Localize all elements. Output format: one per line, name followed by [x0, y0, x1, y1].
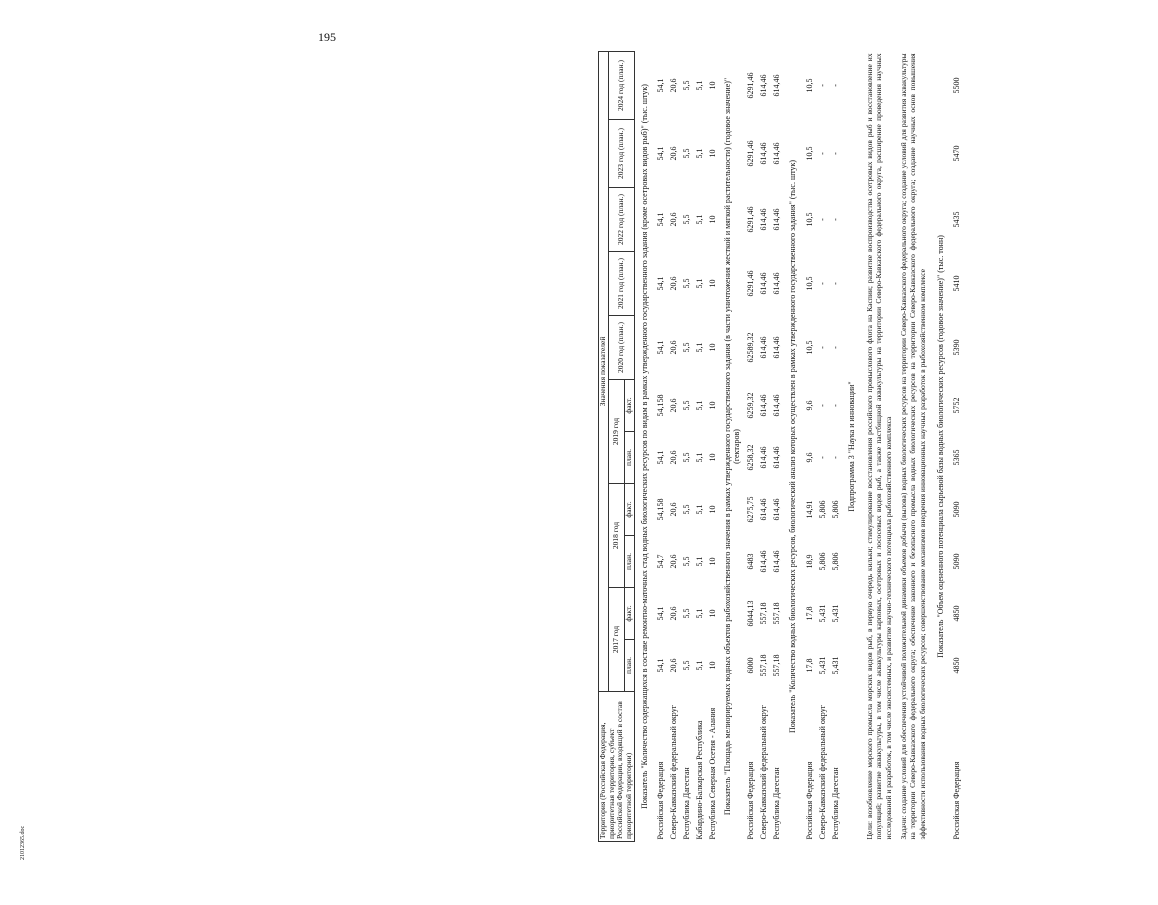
row-value-cell: 6291,46 [745, 140, 755, 167]
header-year-2024: 2024 год (план.) [608, 51, 634, 119]
indicator-3-section [783, 51, 803, 841]
row-territory-name: Республика Дагестан [830, 767, 840, 840]
table-row [803, 51, 816, 841]
row-value-cell: 54,158 [656, 394, 666, 417]
table-row [655, 51, 668, 841]
row-value-cell: 20,6 [669, 450, 679, 465]
table-row [681, 51, 694, 841]
row-value-cell: 10,5 [804, 340, 814, 355]
row-value-cell: 614,46 [771, 394, 781, 417]
row-value-cell: 5,5 [682, 504, 692, 515]
row-value-cell: 5090 [952, 553, 962, 570]
table-row [744, 51, 757, 841]
row-value-cell: 10 [708, 401, 718, 410]
row-value-cell: 54,1 [656, 606, 666, 621]
row-value-cell: 5,1 [695, 400, 705, 411]
indicator-3-title: Показатель "Количество водных биологических ресурсов, биологический анализ которых осуществлен в рамках утвержденного государственного задания" (тыс. штук) [788, 159, 798, 733]
row-territory-name: Российская Федерация [952, 761, 962, 840]
header-year-2021: 2021 год (план.) [608, 252, 634, 316]
indicator-4-rows [950, 51, 963, 841]
row-value-cell: - [817, 84, 827, 87]
row-value-cell: 614,46 [771, 550, 781, 573]
row-value-cell: 5,5 [682, 452, 692, 463]
row-value-cell: 10 [708, 81, 718, 90]
row-value-cell: - [830, 152, 840, 155]
row-value-cell: 10 [708, 609, 718, 618]
row-value-cell: 54,1 [656, 450, 666, 465]
row-value-cell: 17,8 [804, 658, 814, 673]
row-value-cell: 614,46 [758, 208, 768, 231]
row-value-cell: 14,91 [804, 500, 814, 519]
row-value-cell: 614,46 [758, 550, 768, 573]
row-value-cell: 5500 [952, 77, 962, 94]
row-value-cell: 614,46 [758, 446, 768, 469]
row-value-cell: 10 [708, 557, 718, 566]
row-value-cell: 5752 [952, 397, 962, 414]
row-value-cell: - [817, 346, 827, 349]
row-value-cell: - [830, 282, 840, 285]
row-value-cell: - [830, 404, 840, 407]
row-value-cell: 5,431 [817, 656, 827, 675]
row-value-cell: 5,431 [830, 604, 840, 623]
row-value-cell: 614,46 [771, 208, 781, 231]
row-value-cell: 5,5 [682, 80, 692, 91]
row-value-cell: 6291,46 [745, 270, 755, 297]
row-value-cell: 614,46 [771, 498, 781, 521]
row-value-cell: 5,5 [682, 556, 692, 567]
row-value-cell: 10 [708, 661, 718, 670]
row-value-cell: 614,46 [758, 272, 768, 295]
row-value-cell: 614,46 [771, 74, 781, 97]
table-row [950, 51, 963, 841]
row-value-cell: 20,6 [669, 212, 679, 227]
header-fact: факт. [624, 380, 634, 432]
header-year-2020: 2020 год (план.) [608, 316, 634, 380]
subprogram-title: Подпрограмма 3 "Наука и инновации" [847, 381, 857, 512]
row-value-cell: 5,806 [830, 552, 840, 571]
row-value-cell: 6258,32 [745, 444, 755, 471]
row-territory-name: Кабардино-Балкарская Республика [695, 720, 705, 840]
row-value-cell: 5410 [952, 275, 962, 292]
row-value-cell: 614,46 [758, 336, 768, 359]
header-fact: факт. [624, 484, 634, 536]
row-territory-name: Российская Федерация [656, 761, 666, 840]
row-value-cell: 54,158 [656, 498, 666, 521]
row-value-cell: 614,46 [771, 336, 781, 359]
row-value-cell: 20,6 [669, 276, 679, 291]
table-row [694, 51, 707, 841]
row-value-cell: 5390 [952, 339, 962, 356]
row-value-cell: - [817, 404, 827, 407]
row-value-cell: 10,5 [804, 146, 814, 161]
row-value-cell: 54,1 [656, 658, 666, 673]
row-value-cell: 5,5 [682, 342, 692, 353]
row-value-cell: 6044,13 [745, 600, 755, 627]
indicator-3-rows [803, 51, 842, 841]
table-row [816, 51, 829, 841]
row-value-cell: 17,8 [804, 606, 814, 621]
row-value-cell: 10,5 [804, 276, 814, 291]
row-value-cell: 6275,75 [745, 496, 755, 523]
page-number: 195 [318, 30, 336, 44]
row-value-cell: 62589,32 [745, 332, 755, 363]
row-value-cell: 614,46 [758, 498, 768, 521]
header-year-2018: 2018 год [608, 484, 624, 588]
row-value-cell: 10,5 [804, 212, 814, 227]
row-value-cell: 5,1 [695, 452, 705, 463]
row-value-cell: - [817, 218, 827, 221]
row-value-cell: 6291,46 [745, 72, 755, 99]
row-value-cell: - [817, 152, 827, 155]
row-value-cell: 5,5 [682, 400, 692, 411]
row-territory-name: Республика Дагестан [682, 767, 692, 840]
tasks-text: Задачи: создание условий для обеспечения устойчивой положительной динамики объемов добычи (вылова) водных биологических ресурсов на территории Северо-Кавказского федерального округа; создание условий для развития аквакультуры на территории Северо-Кавказского федерального округа; обеспечение законного и безопасного промысла водных биологических ресурсов на территории Северо-Кавказского федерального округа; создание научных основ повышения эффективности использования водных биологических ресурсов; совершенствование механизмов внедрения инновационных научных разработок в рыбохозяйственном комплексе [899, 53, 927, 840]
row-territory-name: Северо-Кавказский федеральный округ [758, 705, 768, 840]
row-value-cell: 614,46 [758, 142, 768, 165]
header-year-2023: 2023 год (план.) [608, 120, 634, 188]
row-value-cell: 20,6 [669, 554, 679, 569]
indicator-4-title: Показатель "Объем оцененного потенциала сырьевой базы водных биологических ресурсов (годовое значение)" (тыс. тонн) [935, 235, 945, 658]
row-value-cell: 4850 [952, 657, 962, 674]
header-plan: план. [624, 536, 634, 588]
row-value-cell: 5,5 [682, 214, 692, 225]
row-value-cell: 5,1 [695, 342, 705, 353]
row-value-cell: - [830, 84, 840, 87]
row-value-cell: 5,1 [695, 278, 705, 289]
row-value-cell: 5,1 [695, 148, 705, 159]
row-value-cell: 20,6 [669, 340, 679, 355]
row-value-cell: 54,7 [656, 554, 666, 569]
table-row [757, 51, 770, 841]
row-value-cell: 9,6 [804, 452, 814, 463]
header-territory: Территория (Российская Федерация, приоритетная территория, субъект Российской Федерации, входящий в состав приоритетной территории) [599, 692, 635, 842]
header-year-2017: 2017 год [608, 588, 624, 692]
header-year-2019: 2019 год [608, 380, 624, 484]
row-value-cell: 54,1 [656, 276, 666, 291]
table-row [668, 51, 681, 841]
row-value-cell: 10 [708, 215, 718, 224]
row-territory-name: Республика Северная Осетия - Алания [708, 707, 718, 840]
row-value-cell: 5,5 [682, 660, 692, 671]
indicator-2-title: Показатель "Площадь мелиорируемых водных объектов рыбохозяйственного значения в рамках утвержденного государственного задания (в части уничтожения жесткой и мягкой растительности) (годовое значение)" (гектаров) [722, 77, 741, 816]
row-value-cell: 614,46 [758, 394, 768, 417]
row-value-cell: 10 [708, 343, 718, 352]
row-territory-name: Северо-Кавказский федеральный округ [817, 705, 827, 840]
row-value-cell: 5,1 [695, 660, 705, 671]
row-value-cell: 54,1 [656, 146, 666, 161]
subprogram-section [842, 51, 930, 841]
row-value-cell: 5,431 [830, 656, 840, 675]
row-value-cell: 10 [708, 279, 718, 288]
row-territory-name: Республика Дагестан [771, 767, 781, 840]
row-value-cell: 557,18 [758, 602, 768, 625]
row-value-cell: 5,1 [695, 80, 705, 91]
row-value-cell: 18,9 [804, 554, 814, 569]
indicator-2-rows [744, 51, 783, 841]
rotated-table-sheet [598, 52, 1158, 842]
row-value-cell: 10 [708, 505, 718, 514]
row-value-cell: 614,46 [771, 272, 781, 295]
row-value-cell: 557,18 [771, 602, 781, 625]
row-value-cell: 5365 [952, 449, 962, 466]
row-value-cell: 6291,46 [745, 206, 755, 233]
row-value-cell: 5470 [952, 145, 962, 162]
row-value-cell: 5,806 [830, 500, 840, 519]
row-value-cell: 6000 [745, 657, 755, 674]
row-value-cell: 54,1 [656, 340, 666, 355]
row-value-cell: - [817, 456, 827, 459]
row-value-cell: 5090 [952, 501, 962, 518]
header-values-title: Значения показателей [599, 51, 609, 691]
row-value-cell: - [830, 218, 840, 221]
table-row [707, 51, 720, 841]
row-value-cell: 5435 [952, 211, 962, 228]
goals-text: Цели: возобновление морского промысла морских видов рыб, в первую очередь кильки; стимулирование восстановления российского промыслового флота на Каспии; развитие воспроизводства осетровых видов рыб и восстановление их популяций; развитие аквакультуры, в том числе аквакультуры карповых, осетровых и лососевых видов рыб, а также пастбищной аквакультуры на территории Северо-Кавказского федерального округа, расширение проведения научных исследований и разработок, в том числе экосистемных, и развитие научно-технического потенциала рыбохозяйственного комплекса [864, 53, 893, 840]
row-value-cell: 20,6 [669, 606, 679, 621]
row-value-cell: 10,5 [804, 78, 814, 93]
row-value-cell: 5,5 [682, 278, 692, 289]
row-value-cell: 20,6 [669, 658, 679, 673]
row-value-cell: 557,18 [771, 654, 781, 677]
row-value-cell: 20,6 [669, 398, 679, 413]
row-value-cell: 557,18 [758, 654, 768, 677]
row-value-cell: 5,1 [695, 556, 705, 567]
indicator-4-section [930, 51, 950, 841]
row-value-cell: 20,6 [669, 146, 679, 161]
row-territory-name: Северо-Кавказский федеральный округ [669, 705, 679, 840]
row-value-cell: 5,5 [682, 148, 692, 159]
row-value-cell: 614,46 [758, 74, 768, 97]
doc-id: 21012365.doc [20, 825, 26, 860]
row-value-cell: 5,1 [695, 608, 705, 619]
indicators-table [598, 51, 963, 842]
row-value-cell: 5,806 [817, 552, 827, 571]
row-value-cell: - [817, 282, 827, 285]
row-value-cell: 20,6 [669, 502, 679, 517]
row-value-cell: 10 [708, 453, 718, 462]
header-fact: факт. [624, 588, 634, 640]
header-plan: план. [624, 432, 634, 484]
row-value-cell: 5,806 [817, 500, 827, 519]
row-value-cell: 9,6 [804, 400, 814, 411]
row-value-cell: 20,6 [669, 78, 679, 93]
row-value-cell: - [830, 346, 840, 349]
indicator-1-title: Показатель "Количество содержащихся в составе ремонтно-маточных стад водных биологических ресурсов по видам в рамках утвержденного государственного задания (кроме осетровых видов рыб)" (тыс. штук) [639, 84, 649, 809]
row-territory-name: Российская Федерация [804, 761, 814, 840]
table-row [829, 51, 842, 841]
row-value-cell: - [830, 456, 840, 459]
row-value-cell: 5,5 [682, 608, 692, 619]
header-plan: план. [624, 640, 634, 692]
header-year-2022: 2022 год (план.) [608, 188, 634, 252]
row-territory-name: Российская Федерация [745, 761, 755, 840]
row-value-cell: 5,431 [817, 604, 827, 623]
table-row [770, 51, 783, 841]
indicator-2-section [720, 51, 744, 841]
row-value-cell: 6483 [745, 553, 755, 570]
row-value-cell: 614,46 [771, 446, 781, 469]
indicator-1-rows [655, 51, 720, 841]
row-value-cell: 614,46 [771, 142, 781, 165]
row-value-cell: 5,1 [695, 214, 705, 225]
row-value-cell: 54,1 [656, 78, 666, 93]
row-value-cell: 6259,32 [745, 392, 755, 419]
indicator-1-section [634, 51, 655, 841]
row-value-cell: 10 [708, 149, 718, 158]
row-value-cell: 4850 [952, 605, 962, 622]
row-value-cell: 5,1 [695, 504, 705, 515]
row-value-cell: 54,1 [656, 212, 666, 227]
